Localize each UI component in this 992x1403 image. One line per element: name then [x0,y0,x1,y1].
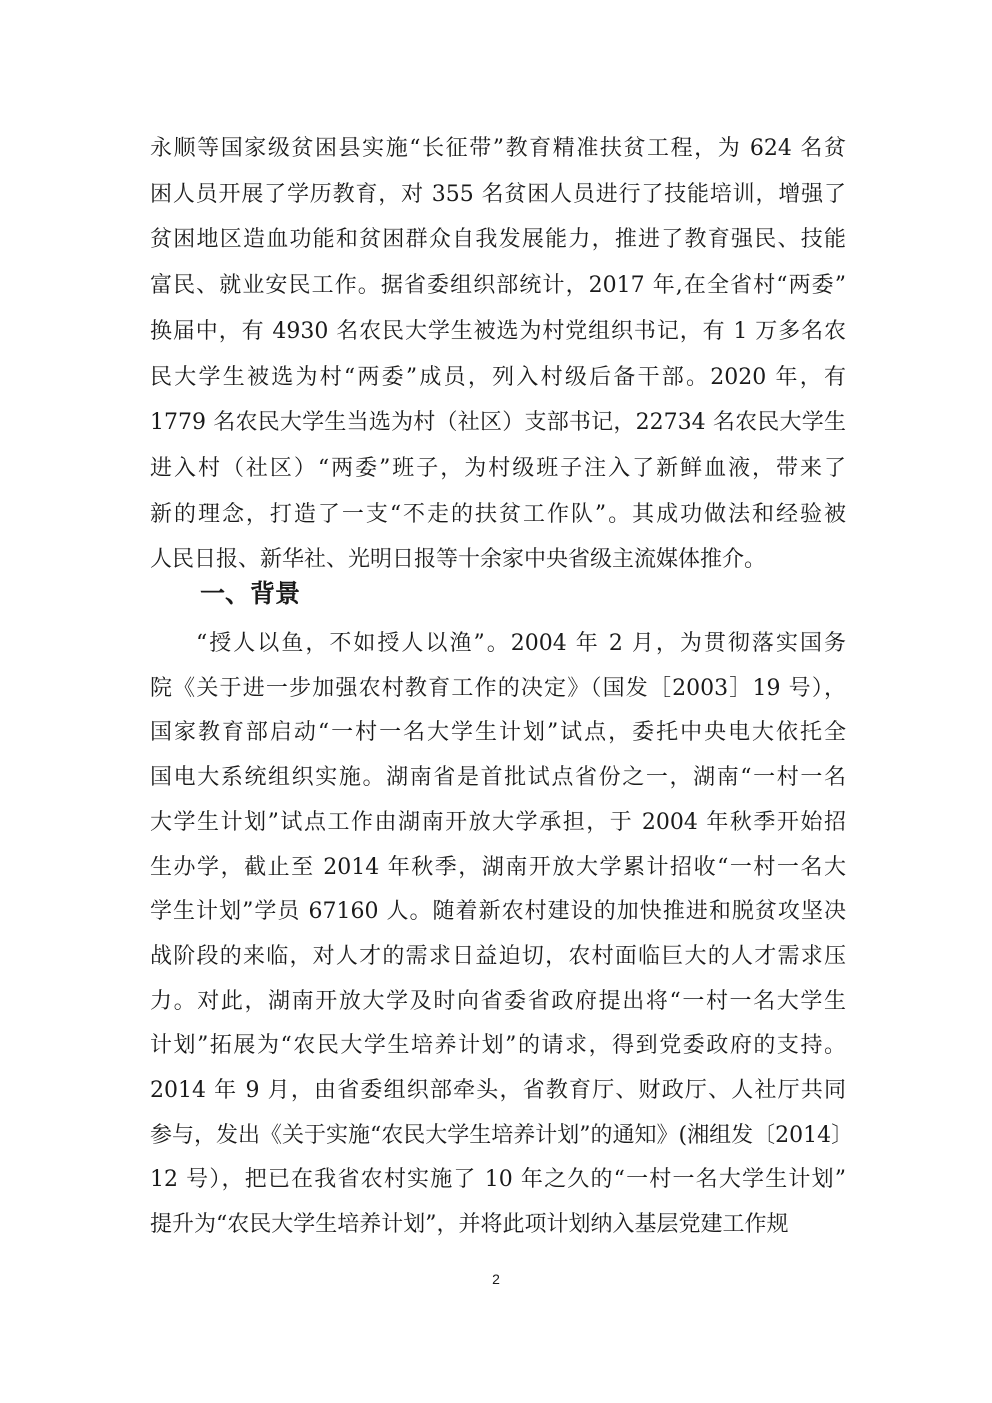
text-line: 新的理念，打造了一支“不走的扶贫工作队”。其成功做法和经验被 [150,501,846,527]
text-line: 12 号），把已在我省农村实施了 10 年之久的“一村一名大学生计划” [150,1167,846,1193]
page-number: 2 [492,1271,500,1287]
text-line: 富民、就业安民工作。据省委组织部统计，2017 年,在全省村“两委” [150,273,846,299]
text-line: “授人以鱼，不如授人以渔”。2004 年 2 月，为贯彻落实国务 [196,631,846,656]
text-line: 学生计划”学员 67160 人。随着新农村建设的加快推进和脱贫攻坚决 [150,899,846,925]
text-line: 提升为“农民大学生培养计划”，并将此项计划纳入基层党建工作规 [150,1212,789,1238]
text-line: 大学生计划”试点工作由湖南开放大学承担，于 2004 年秋季开始招 [150,809,846,835]
text-line: 力。对此，湖南开放大学及时向省委省政府提出将“一村一名大学生 [150,988,846,1014]
text-line: 换届中，有 4930 名农民大学生被选为村党组织书记，有 1 万多名农 [150,318,846,344]
text-line: 民大学生被选为村“两委”成员，列入村级后备干部。2020 年，有 [150,364,846,390]
text-line: 进入村（社区）“两委”班子，为村级班子注入了新鲜血液，带来了 [150,455,846,481]
text-line: 永顺等国家级贫困县实施“长征带”教育精准扶贫工程，为 624 名贫 [150,136,846,161]
text-line: 2014 年 9 月，由省委组织部牵头，省教育厅、财政厅、人社厅共同 [150,1078,846,1103]
text-line: 院《关于进一步加强农村教育工作的决定》（国发［2003］19 号）， [150,675,846,701]
text-line: 国家教育部启动“一村一名大学生计划”试点，委托中央电大依托全 [150,720,846,746]
text-line: 参与，发出《关于实施“农民大学生培养计划”的通知》(湘组发〔2014〕 [150,1122,854,1148]
text-line: 贫困地区造血功能和贫困群众自我发展能力，推进了教育强民、技能 [150,227,846,253]
text-line: 战阶段的来临，对人才的需求日益迫切，农村面临巨大的人才需求压 [150,943,846,969]
text-line: 计划”拓展为“农民大学生培养计划”的请求，得到党委政府的支持。 [150,1033,846,1059]
text-line: 1779 名农民大学生当选为村（社区）支部书记，22734 名农民大学生 [150,410,846,436]
text-line: 人民日报、新华社、光明日报等十余家中央省级主流媒体推介。 [150,547,767,573]
text-line: 困人员开展了学历教育，对 355 名贫困人员进行了技能培训，增强了 [150,181,846,207]
text-line: 生办学，截止至 2014 年秋季，湖南开放大学累计招收“一村一名大 [150,854,846,880]
text-line: 国电大系统组织实施。湖南省是首批试点省份之一，湖南“一村一名 [150,765,846,791]
section-heading-background: 一、背景 [200,579,301,608]
